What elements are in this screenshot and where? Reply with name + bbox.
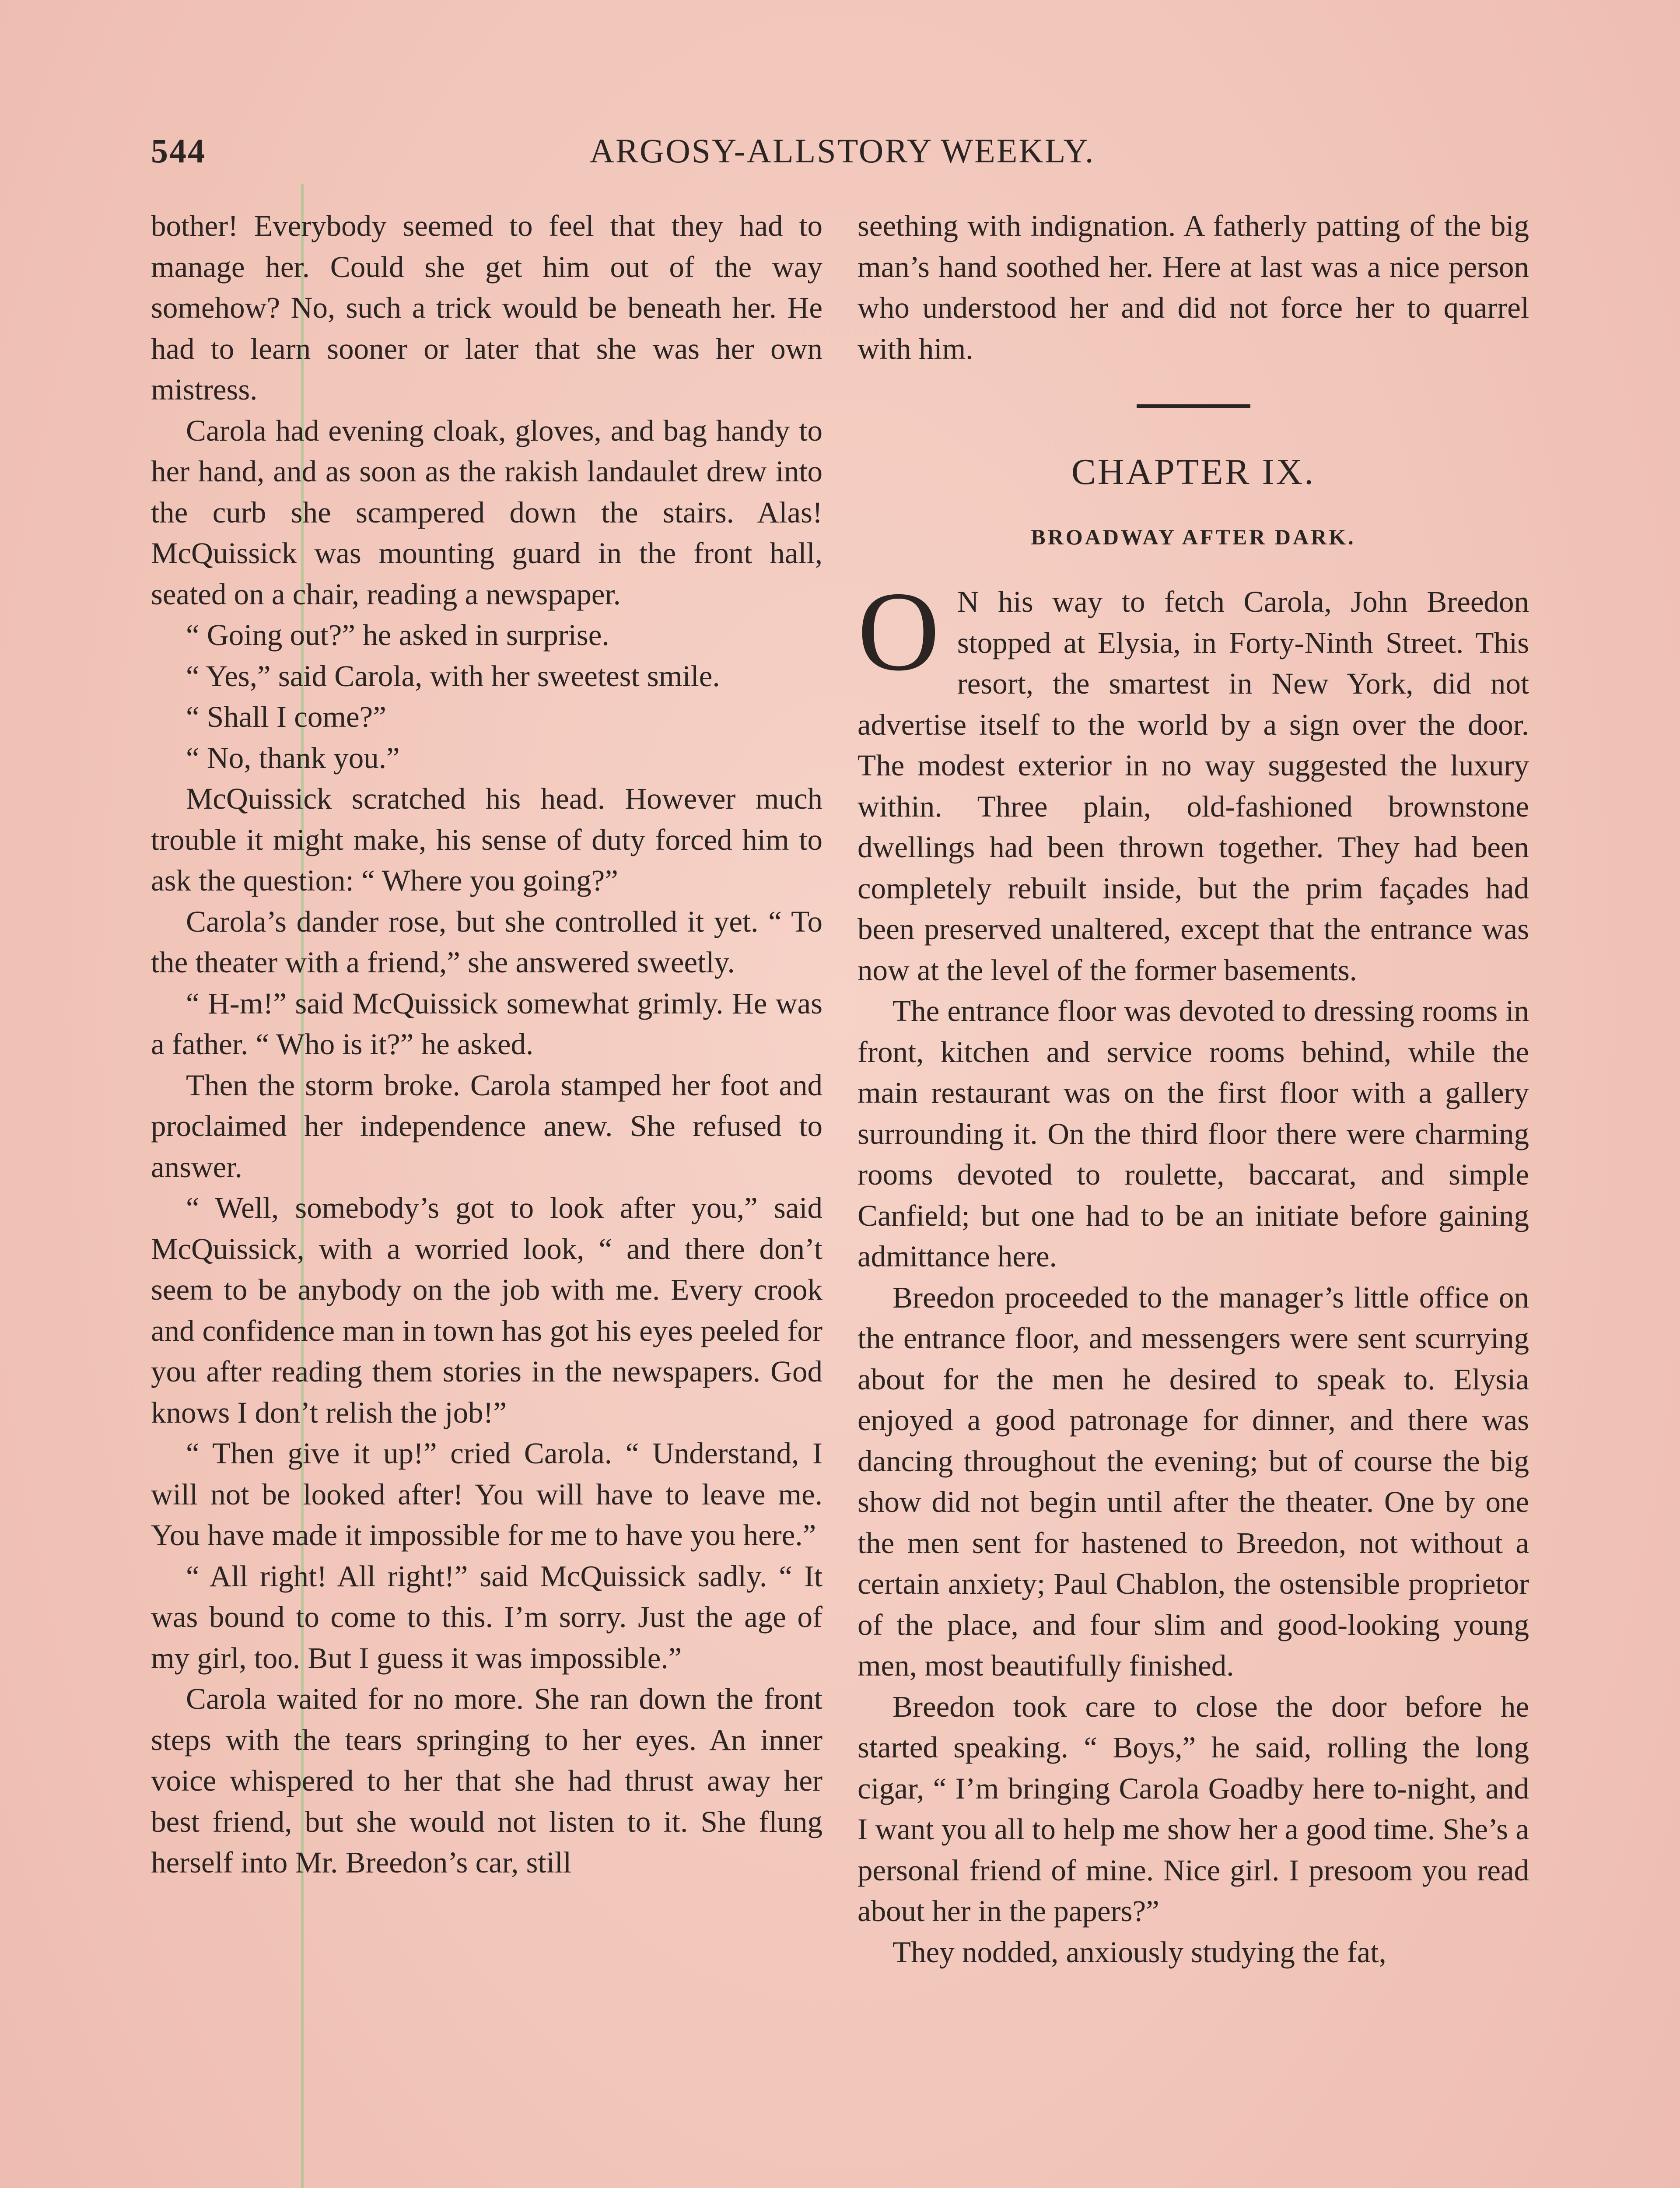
paragraph: “ Shall I come?” [186,700,386,733]
drop-cap: O [858,568,940,694]
paragraph: seething with indignation. A fatherly patting of the big man’s hand soothed her. Here at last was a nice person who understood her and did not force her to quarrel with him. [858,209,1529,365]
chapter-opening-text: N his way to fetch Carola, John Breedon stopped at Elysia, in Forty-Ninth Street. This resort, the smartest in New York, did not advertise itself to the world by a sign over the door. The modest exterior in no way suggested the luxury within. Three plain, old-fashioned brownstone dwellings had been thrown together. They had been completely rebuilt inside, but the prim façades had been preserved unaltered, except that the entrance was now at the level of the former basements. [858,585,1529,987]
paragraph: “ Going out?” he asked in surprise. [186,618,609,652]
paragraph: Carola’s dander rose, but she controlled it yet. “ To the theater with a friend,” she answered sweetly. [151,905,822,979]
right-column [858,206,1529,1973]
left-column [151,206,822,1883]
paragraph: They nodded, anxiously studying the fat, [892,1935,1386,1969]
paragraph: “ Well, somebody’s got to look after you,” said McQuissick, with a worried look, “ and there don’t seem to be anybody on the job with me. Every crook and confidence man in town has got his eyes peeled for you after reading them stories in the newspapers. God knows I don’t relish the job!” [151,1191,822,1429]
paragraph: “ Then give it up!” cried Carola. “ Understand, I will not be looked after! You will have to leave me. You have made it impossible for me to have you here.” [151,1437,822,1552]
paragraph: McQuissick scratched his head. However much trouble it might make, his sense of duty forced him to ask the question: “ Where you going?” [151,782,822,897]
chapter-opening-paragraph [858,568,1529,991]
chapter-subtitle: BROADWAY AFTER DARK. [1031,524,1356,549]
running-head: ARGOSY-ALLSTORY WEEKLY. [589,132,1095,170]
section-divider [1137,404,1250,408]
paragraph: “ No, thank you.” [186,741,400,775]
paragraph: “ Yes,” said Carola, with her sweetest smile. [186,659,720,693]
paragraph: “ H-m!” said McQuissick somewhat grimly. He was a father. “ Who is it?” he asked. [151,986,822,1061]
paragraph: Carola had evening cloak, gloves, and bag handy to her hand, and as soon as the rakish landaulet drew into the curb she scampered down the stairs. Alas! McQuissick was mounting guard in the front hall, seated on a chair, reading a newspaper. [151,414,822,611]
page-number: 544 [151,132,206,170]
paragraph: “ All right! All right!” said McQuissick sadly. “ It was bound to come to this. I’m sorry. Just the age of my girl, too. But I guess it was impossible.” [151,1559,822,1675]
paragraph: Breedon took care to close the door before he started speaking. “ Boys,” he said, rolling the long cigar, “ I’m bringing Carola Goadby here to-night, and I want you all to help me show her a good time. She’s a personal friend of mine. Nice girl. I presoom you read about her in the papers?” [858,1690,1529,1928]
paragraph: bother! Everybody seemed to feel that they had to manage her. Could she get him out of the way somehow? No, such a trick would be beneath her. He had to learn sooner or later that she was her own mistress. [151,209,822,406]
paragraph: Carola waited for no more. She ran down the front steps with the tears springing to her eyes. An inner voice whispered to her that she had thrust away her best friend, but she would not listen to it. She flung herself into Mr. Breedon’s car, still [151,1682,822,1879]
paragraph: The entrance floor was devoted to dressing rooms in front, kitchen and service rooms behind, while the main restaurant was on the first floor with a gallery surrounding it. On the third floor there were charming rooms devoted to roulette, baccarat, and simple Canfield; but one had to be an initiate before gaining admittance here. [858,994,1529,1273]
chapter-title: CHAPTER IX. [1071,452,1316,492]
page-header [151,131,1533,184]
paragraph: Then the storm broke. Carola stamped her foot and proclaimed her independence anew. She refused to answer. [151,1068,822,1184]
paragraph: Breedon proceeded to the manager’s little office on the entrance floor, and messengers were sent scurrying about for the men he desired to speak to. Elysia enjoyed a good patronage for dinner, and there was dancing throughout the evening; but of course the big show did not begin until after the theater. One by one the men sent for hastened to Breedon, not without a certain anxiety; Paul Chablon, the ostensible proprietor of the place, and four slim and good-looking young men, most beautifully finished. [858,1280,1529,1682]
